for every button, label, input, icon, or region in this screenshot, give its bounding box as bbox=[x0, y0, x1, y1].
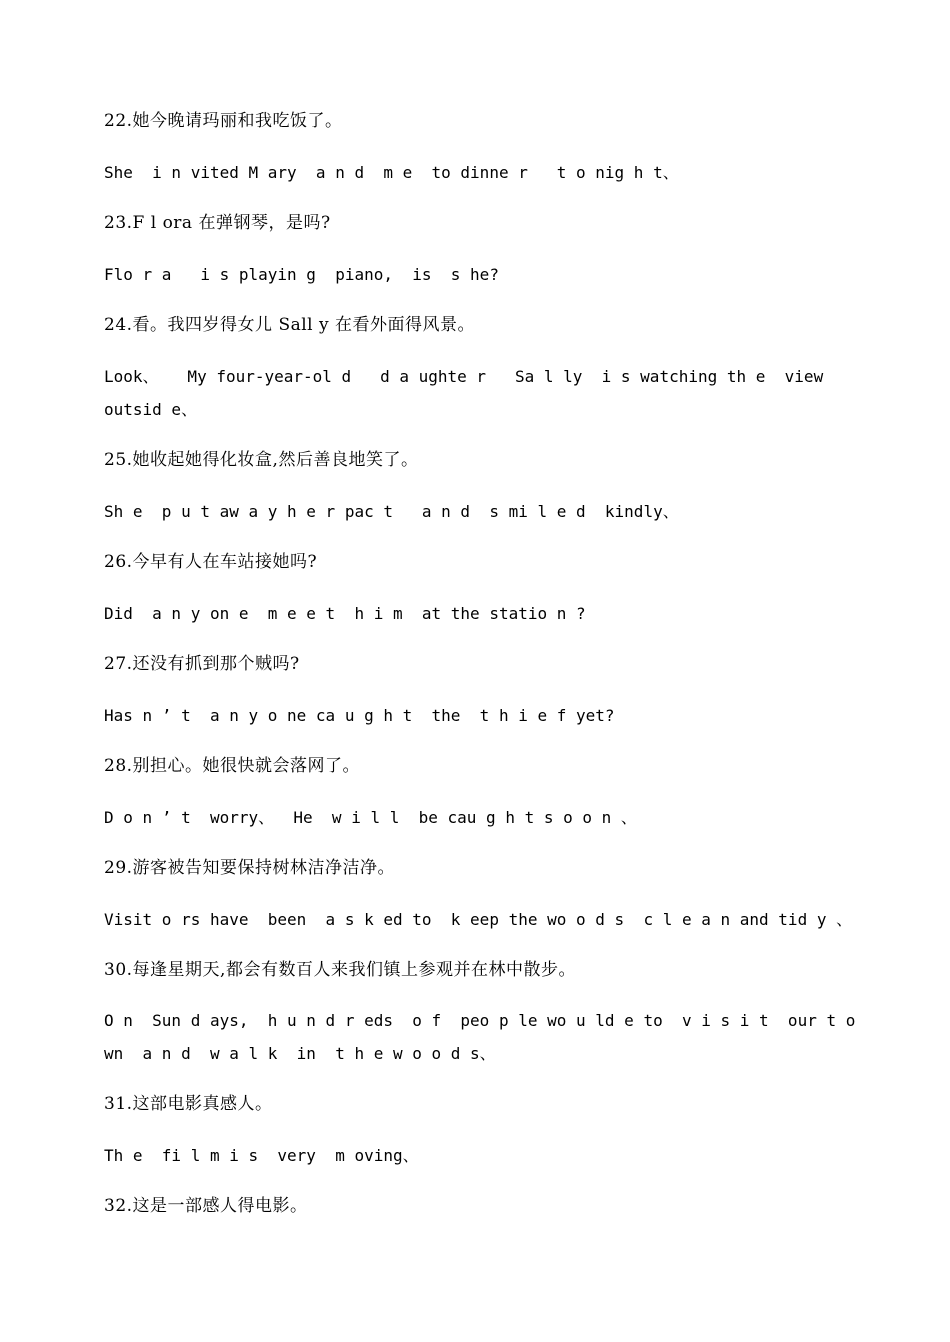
question-22-chinese: 22.她今晚请玛丽和我吃饭了。 bbox=[104, 111, 343, 131]
question-30-chinese: 30.每逢星期天,都会有数百人来我们镇上参观并在林中散步。 bbox=[104, 960, 576, 980]
question-24-english-line2: outsid e、 bbox=[104, 400, 198, 419]
question-28-english: D o n ’ t worry、 He w i l l be cau g h t s o o n 、 bbox=[104, 808, 637, 827]
question-27-english: Has n ’ t a n y o ne ca u g h t the t h i e f yet? bbox=[104, 706, 615, 725]
question-31-chinese: 31.这部电影真感人。 bbox=[104, 1094, 273, 1114]
question-24-chinese: 24.看。我四岁得女儿 Sall y 在看外面得风景。 bbox=[104, 315, 476, 335]
question-31-english: Th e fi l m i s very m oving、 bbox=[104, 1146, 419, 1165]
question-25-english: Sh e p u t aw a y h e r pac t a n d s mi l e d kindly、 bbox=[104, 502, 679, 521]
question-28-chinese: 28.别担心。她很快就会落网了。 bbox=[104, 756, 361, 776]
question-23-chinese: 23.F l ora 在弹钢琴，是吗? bbox=[104, 213, 331, 233]
question-24-english-line1: Look、 My four-year-ol d d a ughte r Sa l ly i s watching th e view bbox=[104, 367, 824, 386]
question-29-english: Visit o rs have been a s k ed to k eep the wo o d s c l e a n and tid y 、 bbox=[104, 910, 853, 929]
question-29-chinese: 29.游客被告知要保持树林洁净洁净。 bbox=[104, 858, 396, 878]
question-30-english-line2: wn a n d w a l k in t h e w o o d s、 bbox=[104, 1044, 496, 1063]
question-26-english: Did a n y on e m e e t h i m at the statio n ? bbox=[104, 604, 586, 623]
question-30-english-line1: O n Sun d ays, h u n d r eds o f peo p le wo u ld e to v i s i t our t o bbox=[104, 1011, 856, 1030]
question-26-chinese: 26.今早有人在车站接她吗? bbox=[104, 552, 318, 572]
question-32-chinese: 32.这是一部感人得电影。 bbox=[104, 1196, 308, 1216]
question-22-english: She i n vited M ary a n d m e to dinne r t o nig h t、 bbox=[104, 163, 679, 182]
question-25-chinese: 25.她收起她得化妆盒,然后善良地笑了。 bbox=[104, 450, 419, 470]
question-23-english: Flo r a i s playin g piano, is s he? bbox=[104, 265, 499, 284]
question-27-chinese: 27.还没有抓到那个贼吗? bbox=[104, 654, 300, 674]
